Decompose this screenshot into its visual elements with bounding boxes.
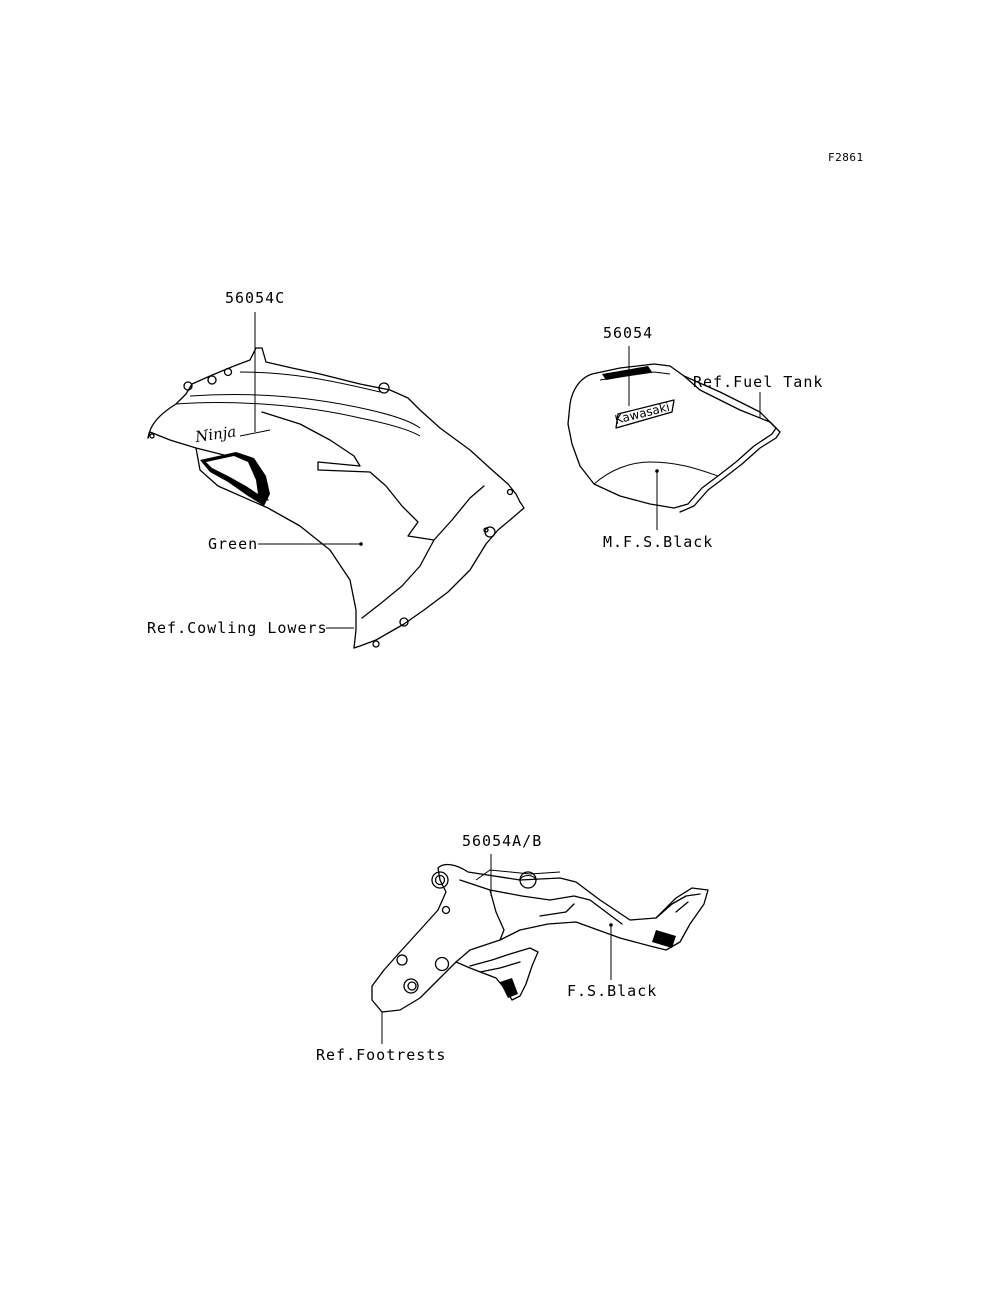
callout-ref-cowling-lowers: Ref.Cowling Lowers	[147, 619, 328, 637]
footrest-bracket-drawing	[372, 865, 708, 1012]
cowling-lower-drawing	[148, 348, 524, 648]
leader-green-dot	[359, 542, 363, 546]
callout-green: Green	[208, 535, 259, 553]
kawasaki-logo: Kawasaki	[613, 399, 672, 427]
leader-mfs-black-dot	[655, 469, 659, 473]
callout-ref-footrests: Ref.Footrests	[316, 1046, 447, 1064]
callout-mfs-black: M.F.S.Black	[603, 533, 714, 551]
callout-56054AB: 56054A/B	[462, 832, 543, 850]
ninja-logo: Ninja	[194, 422, 238, 446]
callout-fs-black: F.S.Black	[567, 982, 658, 1000]
leader-fs-black-dot	[609, 923, 613, 927]
figure-id: F2861	[828, 151, 864, 164]
callout-56054C: 56054C	[225, 289, 286, 307]
callout-56054: 56054	[603, 324, 654, 342]
callout-ref-fuel-tank: Ref.Fuel Tank	[693, 373, 824, 391]
